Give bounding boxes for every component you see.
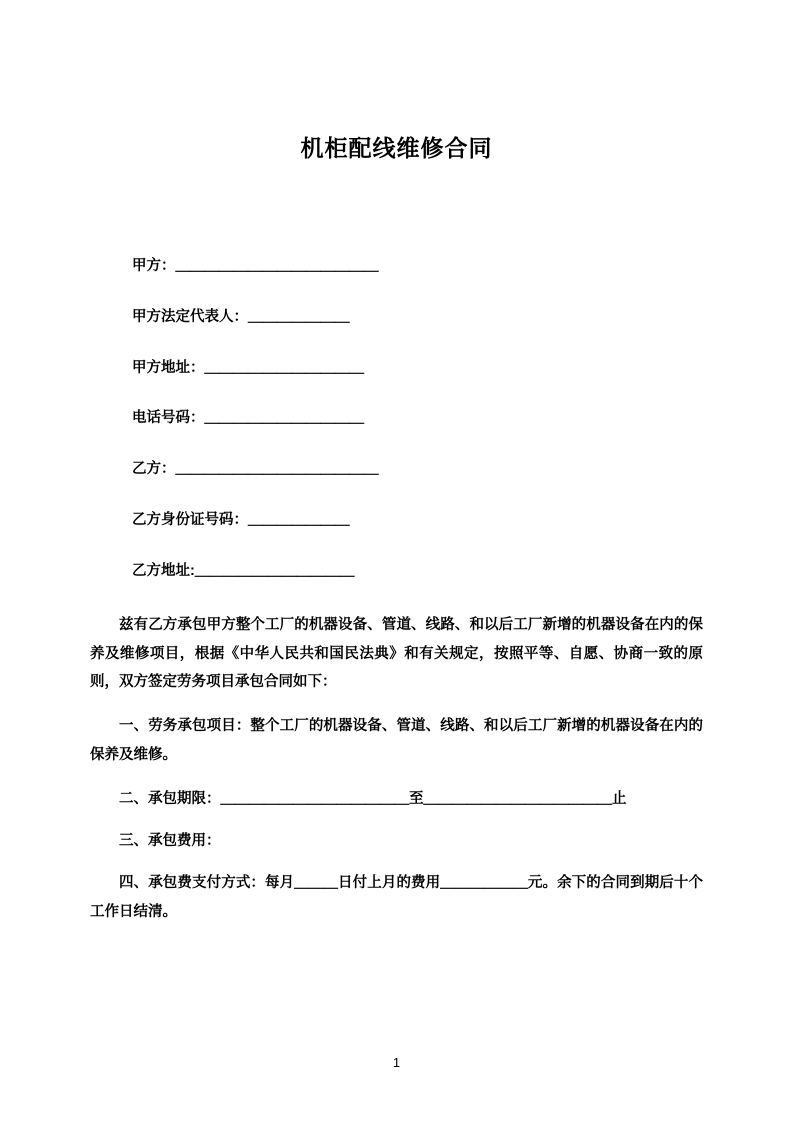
paragraph-clause-2: 二、承包期限：＿＿＿＿＿＿＿＿＿＿＿＿＿至＿＿＿＿＿＿＿＿＿＿＿＿＿止: [119, 790, 627, 807]
paragraph-clause-4: 四、承包费支付方式：每月＿＿＿日付上月的费用＿＿＿＿＿＿元。余下的合同到期后十个工作日结清。: [90, 875, 703, 920]
party-line-party-b: 乙方：＿＿＿＿＿＿＿＿＿＿＿＿＿＿: [132, 461, 379, 478]
party-line-party-a: 甲方：＿＿＿＿＿＿＿＿＿＿＿＿＿＿: [132, 258, 379, 275]
paragraph-clause-3: 三、承包费用：: [119, 833, 221, 850]
party-info-block: [90, 256, 703, 582]
page-number: 1: [392, 1055, 401, 1070]
party-line-phone-number: 电话号码：＿＿＿＿＿＿＿＿＿＿＿: [132, 410, 364, 427]
party-line-party-b-address: 乙方地址:＿＿＿＿＿＿＿＿＿＿＿: [132, 562, 355, 579]
paragraph-clause-1: 一、劳务承包项目：整个工厂的机器设备、管道、线路、和以后工厂新增的机器设备在内的保养及维修。: [90, 718, 703, 763]
paragraph-preamble: 兹有乙方承包甲方整个工厂的机器设备、管道、线路、和以后工厂新增的机器设备在内的保养及维修项目，根据《中华人民共和国民法典》和有关规定，按照平等、自愿、协商一致的原则，双方签定劳务项目承包合同如下：: [90, 617, 703, 690]
contract-body: [90, 611, 703, 925]
party-line-party-b-id-number: 乙方身份证号码：＿＿＿＿＿＿＿: [132, 511, 350, 528]
party-line-party-a-address: 甲方地址：＿＿＿＿＿＿＿＿＿＿＿: [132, 359, 364, 376]
page-title: 机柜配线维修合同: [300, 135, 493, 161]
party-line-party-a-legal-rep: 甲方法定代表人：＿＿＿＿＿＿＿: [132, 308, 350, 325]
